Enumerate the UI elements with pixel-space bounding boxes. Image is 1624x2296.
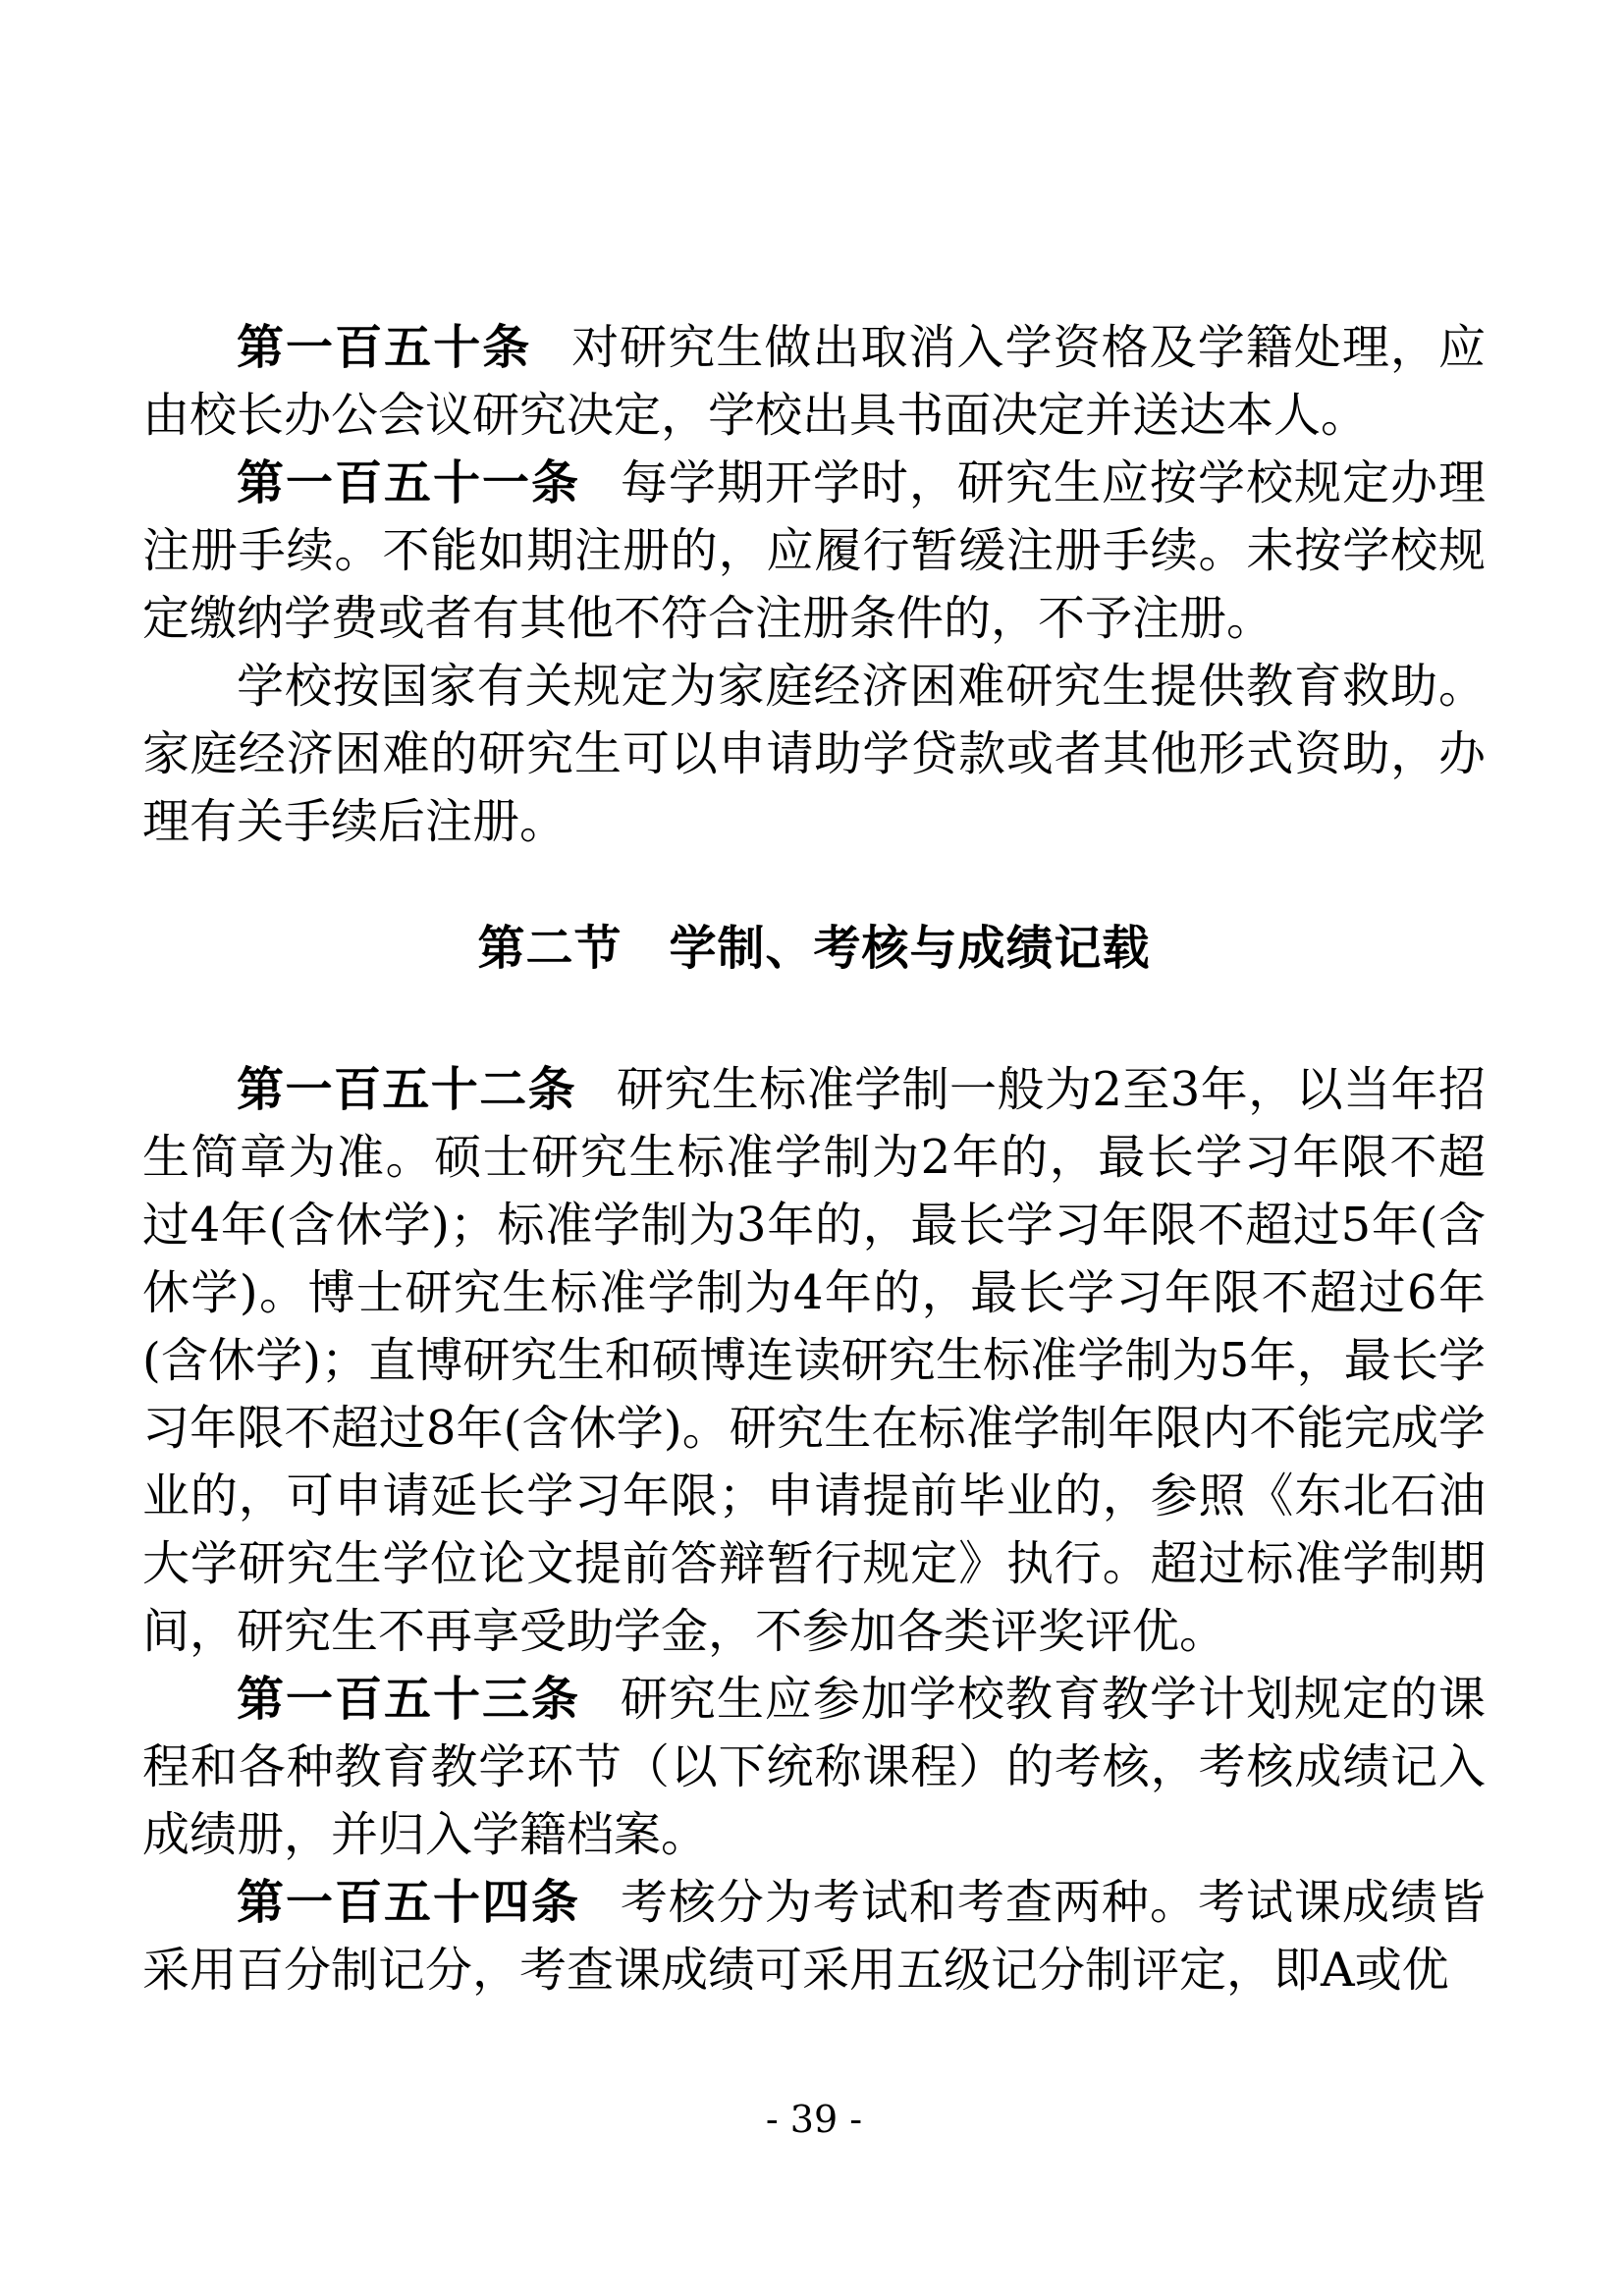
article-paragraph-aid [142,653,1486,856]
article-text: 研究生标准学制一般为2至3年，以当年招生简章为准。硕士研究生标准学制为2年的，最长学习年限不超过4年(含休学)；标准学制为3年的，最长学习年限不超过5年(含休学)。博士研究生标准学制为4年的，最长学习年限不超过6年(含休学)；直博研究生和硕博连读研究生标准学制为5年，最长学习年限不超过8年(含休学)。研究生在标准学制年限内不能完成学业的，可申请延长学习年限；申请提前毕业的，参照《东北石油大学研究生学位论文提前答辩暂行规定》执行。超过标准学制期间，研究生不再享受助学金，不参加各类评奖评优。 [142,1062,1486,1659]
article-text: 学校按国家有关规定为家庭经济困难研究生提供教育救助。家庭经济困难的研究生可以申请助学贷款或者其他形式资助，办理有关手续后注册。 [142,659,1486,849]
section-number: 第二节 [477,921,623,976]
section-title: 学制、考核与成绩记载 [669,921,1151,976]
article-paragraph-150 [142,314,1486,450]
article-paragraph-153 [142,1666,1486,1869]
article-text: 每学期开学时，研究生应按学校规定办理注册手续。不能如期注册的，应履行暂缓注册手续。未按学校规定缴纳学费或者有其他不符合注册条件的，不予注册。 [142,455,1486,646]
article-text: 考核分为考试和考查两种。考试课成绩皆采用百分制记分，考查课成绩可采用五级记分制评定，即A或优 [142,1875,1486,1998]
article-paragraph-154 [142,1869,1486,2004]
article-paragraph-151 [142,450,1486,653]
article-number: 第一百五十二条 [237,1062,577,1117]
page-number: - 39 - [765,2098,863,2141]
page-content [142,314,1486,2004]
article-text: 对研究生做出取消入学资格及学籍处理，应由校长办公会议研究决定，学校出具书面决定并送达本人。 [142,320,1486,443]
section-heading [142,915,1486,983]
article-number: 第一百五十三条 [237,1672,581,1727]
article-paragraph-152 [142,1056,1486,1666]
article-number: 第一百五十条 [237,320,532,375]
article-number: 第一百五十一条 [237,455,581,510]
article-text: 研究生应参加学校教育教学计划规定的课程和各种教育教学环节（以下统称课程）的考核，考核成绩记入成绩册，并归入学籍档案。 [142,1672,1486,1862]
article-number: 第一百五十四条 [237,1875,581,1930]
